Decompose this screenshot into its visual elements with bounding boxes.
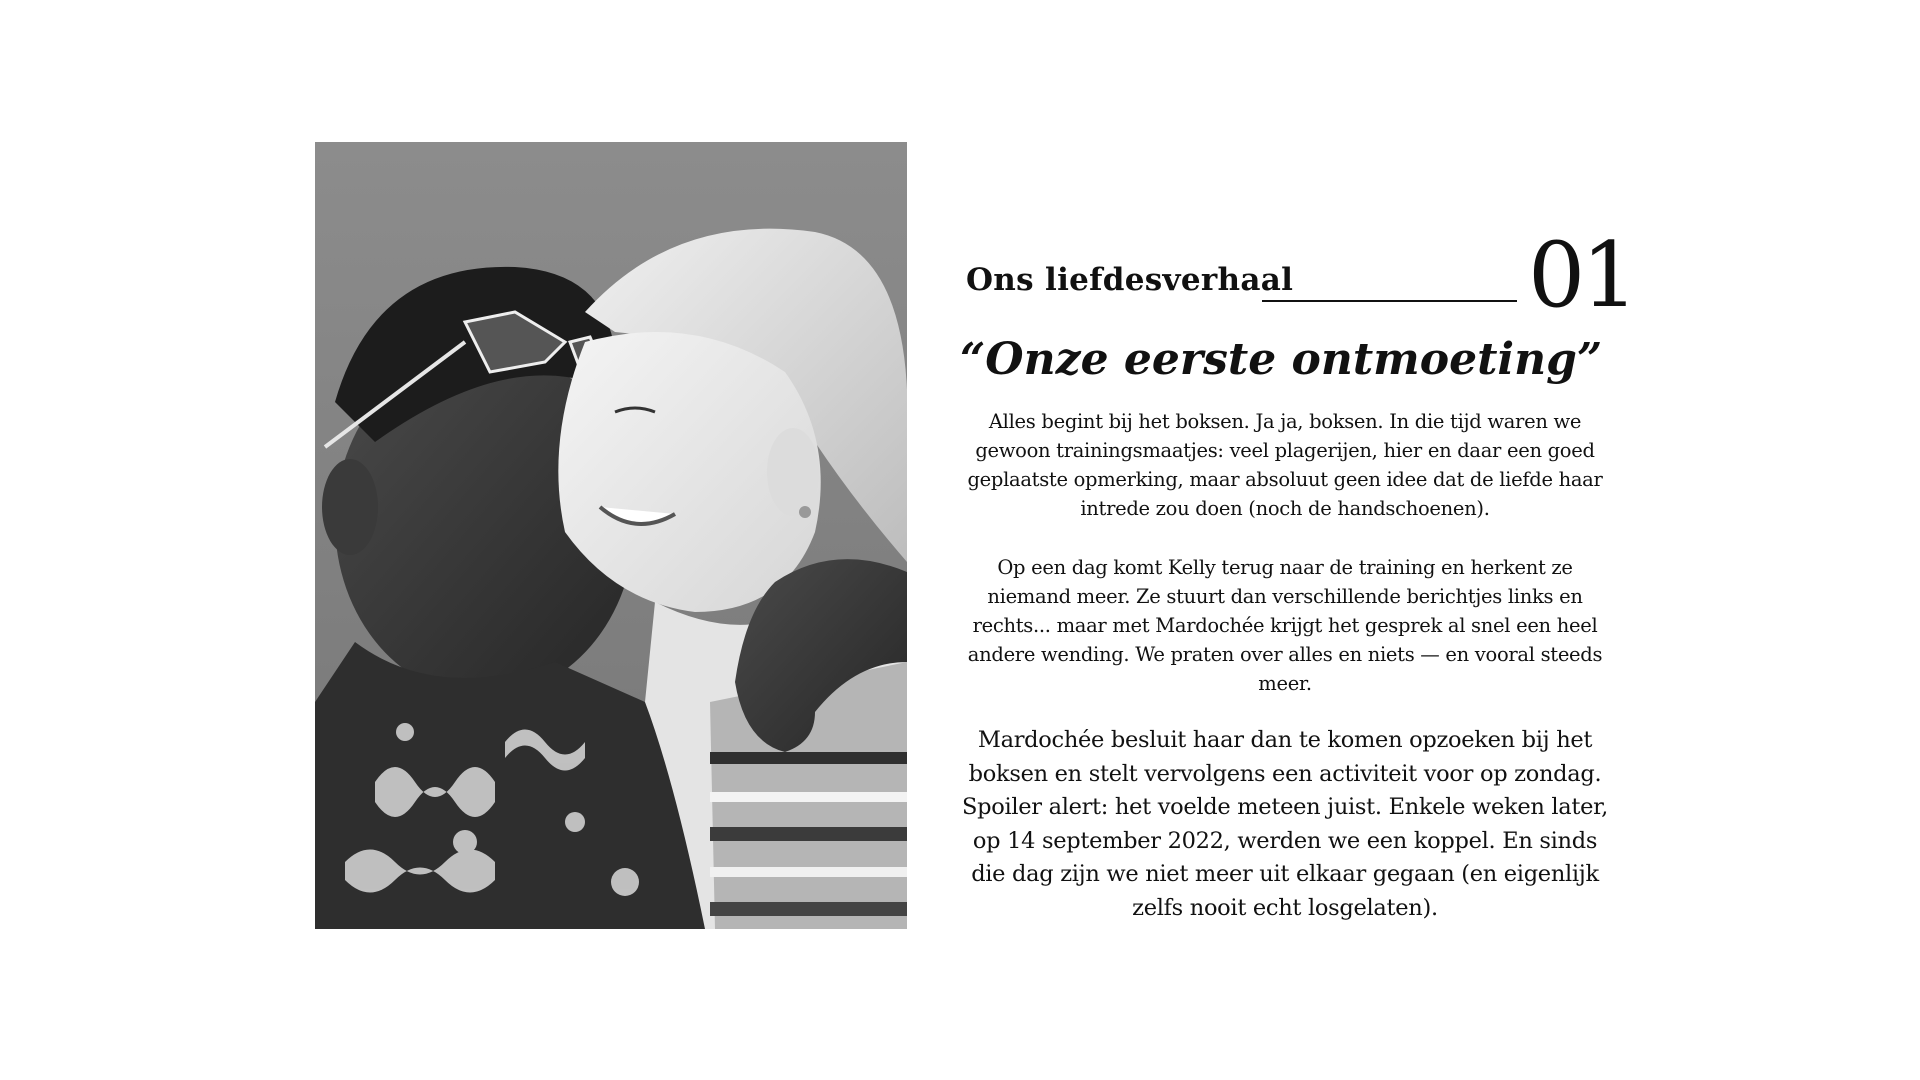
couple-photo (315, 142, 907, 929)
story-body (955, 407, 1615, 925)
section-label: Ons liefdesverhaal (966, 262, 1294, 298)
section-divider (1262, 300, 1517, 302)
section-number: 01 (1528, 223, 1635, 328)
story-paragraph: Mardochée besluit haar dan te komen opzoeken bij het boksen en stelt vervolgens een activiteit voor op zondag. Spoiler alert: het voelde meteen juist. Enkele weken later, op 14 september 2022, werden we een koppel. En sinds die dag zijn we niet meer uit elkaar gegaan (en eigenlijk zelfs nooit echt losgelaten). (962, 727, 1608, 921)
story-paragraph: Alles begint bij het boksen. Ja ja, boksen. In die tijd waren we gewoon trainingsmaatjes: veel plagerijen, hier en daar een goed geplaatste opmerking, maar absoluut geen idee dat de liefde haar intrede zou doen (noch de handschoenen). (967, 410, 1603, 520)
story-title: “Onze eerste ontmoeting” (960, 334, 1603, 385)
story-paragraph: Op een dag komt Kelly terug naar de training en herkent ze niemand meer. Ze stuurt dan verschillende berichtjes links en rechts... maar met Mardochée krijgt het gesprek al snel een heel andere wending. We praten over alles en niets — en vooral steeds meer. (967, 556, 1603, 695)
